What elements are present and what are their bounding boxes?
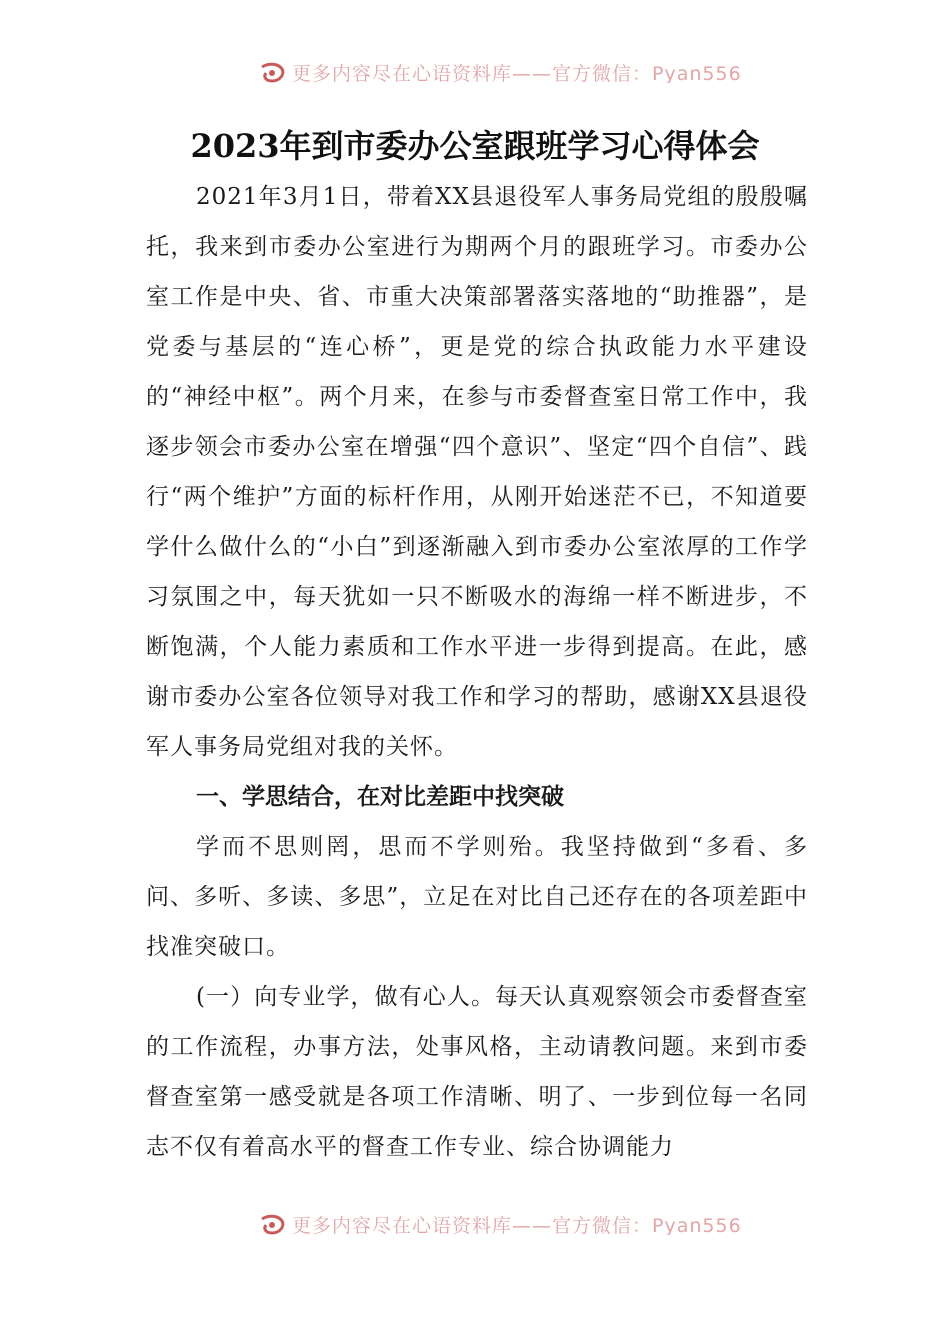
watermark-header bbox=[0, 53, 950, 83]
document-title: 2023年到市委办公室跟班学习心得体会 bbox=[190, 127, 760, 165]
document-body bbox=[146, 172, 808, 1172]
watermark-text: 更多内容尽在心语资料库——官方微信：Pyan556 bbox=[292, 63, 742, 83]
intro-paragraph: 2021年3月1日，带着XX县退役军人事务局党组的殷殷嘱托，我来到市委办公室进行为期两个月的跟班学习。市委办公室工作是中央、省、市重大决策部署落实落地的“助推器”，是党委与基层的“连心桥”，更是党的综合执政能力水平建设的“神经中枢”。两个月来，在参与市委督查室日常工作中，我逐步领会市委办公室在增强“四个意识”、坚定“四个自信”、践行“两个维护”方面的标杆作用，从刚开始迷茫不已，不知道要学什么做什么的“小白”到逐渐融入到市委办公室浓厚的工作学习氛围之中，每天犹如一只不断吸水的海绵一样不断进步，不断饱满，个人能力素质和工作水平进一步得到提高。在此，感谢市委办公室各位领导对我工作和学习的帮助，感谢XX县退役军人事务局党组对我的关怀。 bbox=[146, 184, 808, 760]
section-item-paragraph: (一）向专业学，做有心人。每天认真观察领会市委督查室的工作流程，办事方法，处事风格，主动请教问题。来到市委督查室第一感受就是各项工作清晰、明了、一步到位每一名同志不仅有着高水平的督查工作专业、综合协调能力 bbox=[146, 984, 808, 1160]
section-heading: 一、学思结合，在对比差距中找突破 bbox=[196, 784, 564, 810]
logo-icon bbox=[258, 1213, 288, 1236]
section-intro-paragraph: 学而不思则罔，思而不学则殆。我坚持做到“多看、多问、多听、多读、多思”，立足在对比自己还存在的各项差距中找准突破口。 bbox=[146, 834, 808, 960]
watermark-footer bbox=[0, 1205, 950, 1235]
watermark-text: 更多内容尽在心语资料库——官方微信：Pyan556 bbox=[292, 1215, 742, 1235]
logo-icon bbox=[258, 61, 288, 84]
